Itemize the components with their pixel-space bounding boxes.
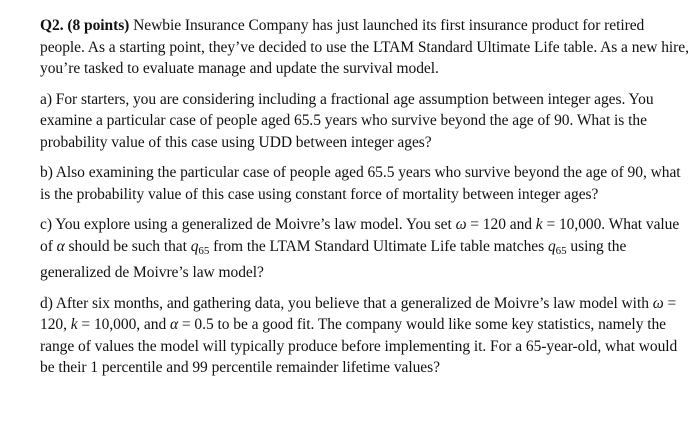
question-intro-paragraph [40, 15, 690, 80]
part-c-text-1: c) You explore using a generalized de Moivre’s law model. You set [40, 216, 456, 233]
part-d-text-4: = 0.5 to be a good fit. The company would like some key statistics, namely the range of values the model will typically produce before implementing it. For a 65-year-old, what would be their 1 percentile and 99 percentile remainder lifetime values? [40, 316, 678, 376]
omega-symbol: ω [652, 294, 664, 312]
part-d-text-2: = 120, [40, 294, 677, 333]
part-c-text-3: = 10,000. What value of [40, 216, 680, 255]
part-c-text-2: = 120 and [466, 216, 536, 233]
k-symbol: k [535, 216, 543, 233]
part-d-text-3: = 10,000, and [77, 316, 170, 333]
k-symbol: k [70, 316, 78, 333]
part-c-text-4: should be such that [64, 237, 191, 255]
omega-symbol: ω [455, 216, 467, 233]
part-a-paragraph: a) For starters, you are considering including a fractional age assumption between integer ages. You examine a particular case of people aged 65.5 years who survive beyond the age of 90. What is the probability value of this case using UDD between integer ages? [40, 90, 654, 151]
question-document [40, 15, 690, 388]
part-d-text-1: d) After six months, and gathering data, you believe that a generalized de Moivre’s law model with [40, 294, 653, 312]
part-c-paragraph [40, 214, 690, 284]
part-c-text-6: using the generalized de Moivre’s law model? [40, 237, 627, 281]
part-c-text-5: from the LTAM Standard Ultimate Life table matches [209, 237, 548, 255]
q65-symbol-model: $q_{65}$ [547, 237, 567, 257]
alpha-symbol: α [56, 237, 65, 255]
alpha-symbol: α [169, 316, 179, 333]
question-number-label: Q2. (8 points) [40, 17, 130, 34]
part-b-paragraph: b) Also examining the particular case of people aged 65.5 years who survive beyond the age of 90, what is the probability value of this case using constant force of mortality between integer ages? [40, 164, 681, 203]
part-d-paragraph [40, 293, 690, 379]
q65-symbol-table: $q_{65}$ [190, 237, 210, 257]
question-intro-text: Newbie Insurance Company has just launched its first insurance product for retired people. As a starting point, they’ve decided to use the LTAM Standard Ultimate Life table. As a new hire, you’re tasked to evaluate manage and update the survival model. [40, 17, 689, 77]
